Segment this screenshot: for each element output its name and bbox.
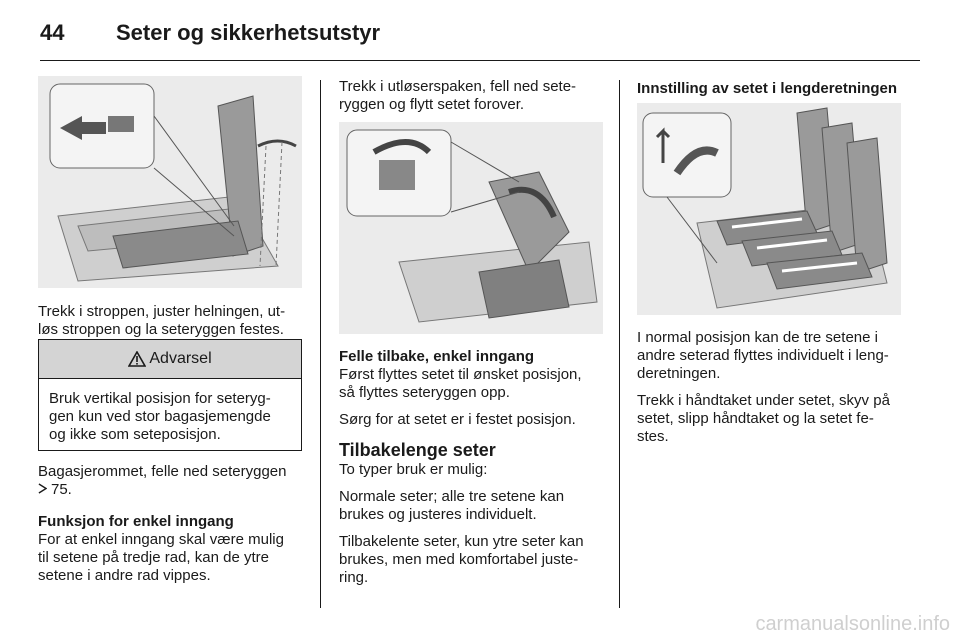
seat-fold-illustration [339, 122, 603, 334]
warning-title: Advarsel [149, 350, 212, 367]
pull-handle-line: stes. [637, 428, 669, 445]
column-divider [619, 80, 620, 608]
normal-position-line: I normal posisjon kan de tre setene i [637, 329, 878, 346]
chapter-title: Seter og sikkerhetsutstyr [116, 20, 381, 45]
column-2-body [339, 348, 611, 587]
page-number: 44 [40, 20, 65, 45]
page-header [40, 14, 920, 58]
easy-entry-heading: Funksjon for enkel inngang [38, 513, 234, 530]
fold-back-heading: Felle tilbake, enkel inngang [339, 348, 535, 365]
easy-entry-line: setene i andre rad vippes. [38, 567, 211, 584]
normal-position-line: andre seterad flyttes individuelt i leng- [637, 347, 889, 364]
reclined-line: ring. [339, 569, 369, 586]
warning-triangle-icon [128, 351, 146, 367]
seat-slide-drawing [637, 103, 901, 315]
reclined-seats-heading: Tilbakelenge seter [339, 440, 496, 460]
easy-entry-line: til setene på tredje rad, kan de ytre [38, 549, 269, 566]
column-1-caption [38, 303, 308, 339]
fold-line: så flyttes seteryggen opp. [339, 384, 510, 401]
column-2-intro [339, 78, 611, 114]
caption-line: Trekk i stroppen, juster helningen, ut- [38, 303, 286, 320]
seat-recline-illustration [38, 76, 302, 288]
pull-handle-line: setet, slipp håndtaket og la setet fe- [637, 410, 874, 427]
normal-seats-line: brukes og justeres individuelt. [339, 506, 537, 523]
seat-recline-drawing [38, 76, 302, 288]
pull-handle-line: Trekk i håndtaket under setet, skyv på [637, 392, 890, 409]
warning-line: Bruk vertikal posisjon for seteryg- [49, 390, 271, 407]
seat-fold-drawing [339, 122, 603, 334]
intro-line: ryggen og flytt setet forover. [339, 96, 525, 113]
reclined-line: brukes, men med komfortabel juste- [339, 551, 579, 568]
page-reference-arrow-icon[interactable] [38, 481, 48, 499]
normal-seats-line: Normale seter; alle tre setene kan [339, 488, 565, 505]
luggage-text: Bagasjerommet, felle ned seteryggen [38, 463, 287, 480]
reclined-line: Tilbakelente seter, kun ytre seter kan [339, 533, 584, 550]
column-3-body [637, 329, 929, 446]
warning-header [39, 340, 301, 379]
caption-line: løs stroppen og la seteryggen festes. [38, 321, 284, 338]
warning-text [39, 379, 301, 444]
two-types-text: To typer bruk er mulig: [339, 461, 488, 478]
longitudinal-heading: Innstilling av setet i lengderetningen [637, 80, 898, 97]
normal-position-line: deretningen. [637, 365, 721, 382]
column-divider [320, 80, 321, 608]
footer-watermark: carmanualsonline.info [755, 613, 950, 635]
intro-line: Trekk i utløserspaken, fell ned sete- [339, 78, 577, 95]
page-reference-link[interactable]: 75. [51, 481, 72, 498]
header-divider [40, 60, 920, 61]
warning-line: gen kun ved stor bagasjemengde [49, 408, 271, 425]
easy-entry-line: For at enkel inngang skal være mulig [38, 531, 284, 548]
fold-line: Først flyttes setet til ønsket posisjon, [339, 366, 582, 383]
ensure-locked-text: Sørg for at setet er i festet posisjon. [339, 411, 576, 428]
seat-slide-illustration [637, 103, 901, 315]
column-1-body [38, 463, 310, 585]
warning-line: og ikke som seteposisjon. [49, 426, 221, 443]
warning-box [38, 339, 302, 451]
